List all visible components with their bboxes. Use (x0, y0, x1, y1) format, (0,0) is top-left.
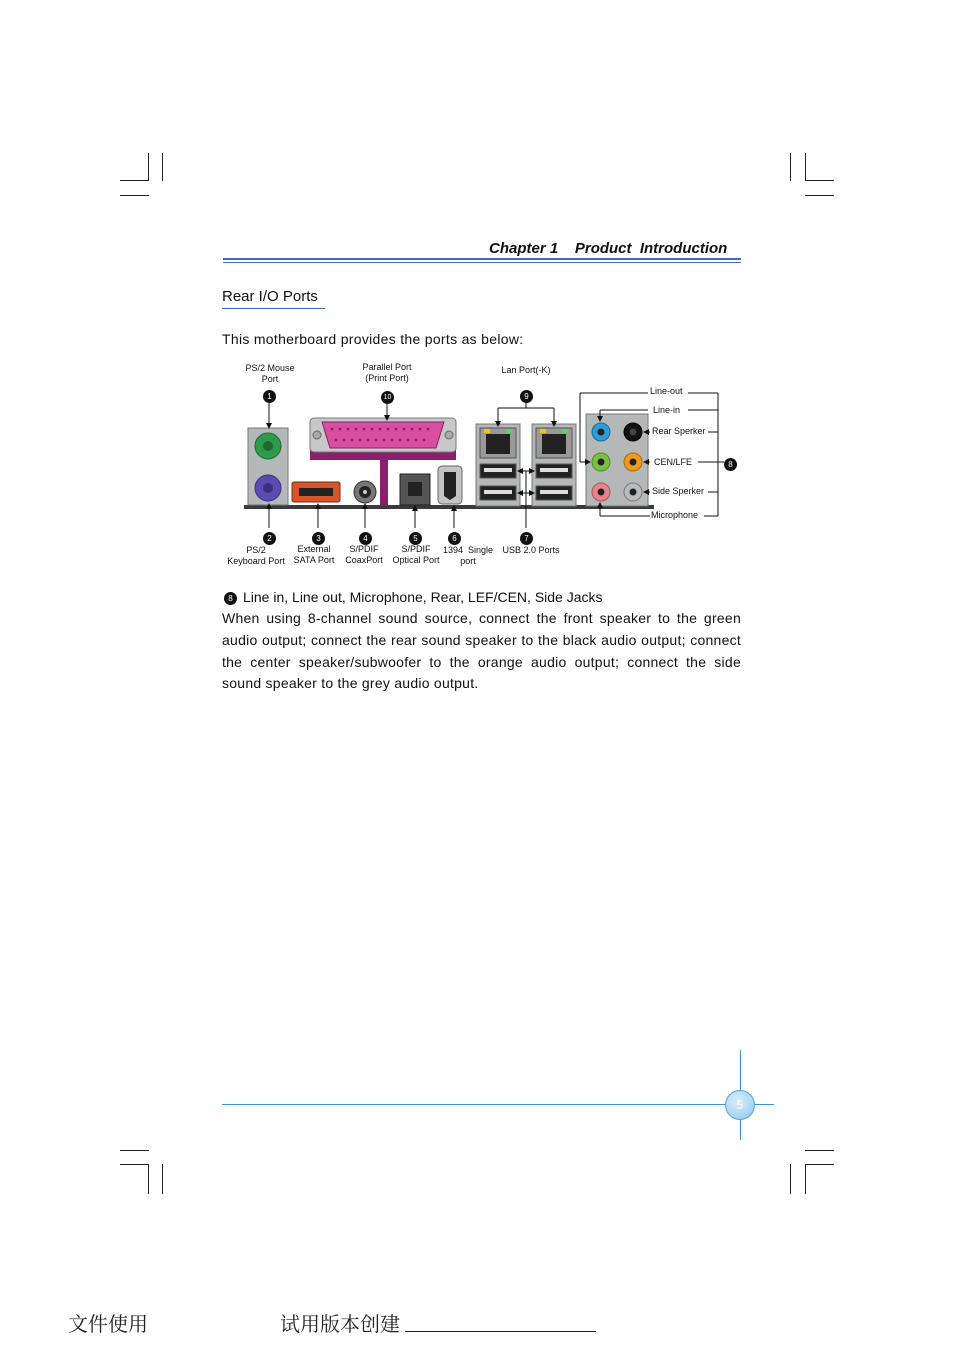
callout-10: 10 (381, 387, 394, 405)
intro-text: This motherboard provides the ports as below: (222, 331, 524, 347)
label-spdif-coax: S/PDIF CoaxPort (345, 544, 383, 565)
crop-mark (162, 153, 163, 181)
callout-9: 9 (520, 387, 533, 405)
label-ps2-keyboard: PS/2 Keyboard Port (227, 545, 285, 566)
crop-mark (805, 195, 834, 196)
item-8-badge: 8 (224, 592, 237, 605)
parallel-board-accent (380, 458, 388, 506)
crop-mark (148, 153, 149, 181)
callout-8: 8 (724, 455, 737, 473)
footer-rule (222, 1104, 774, 1105)
label-ps2-mouse: PS/2 Mouse Port (245, 363, 295, 384)
callout-4: 4 (359, 529, 372, 547)
callout-2: 2 (263, 529, 276, 547)
label-line-in: Line-in (653, 405, 681, 415)
callout-1: 1 (263, 387, 276, 405)
label-line-out: Line-out (650, 386, 683, 396)
header-rule (223, 258, 741, 260)
section-title: Rear I/O Ports (222, 288, 318, 305)
crop-mark (120, 195, 149, 196)
crop-mark (790, 153, 791, 181)
callout-5: 5 (409, 529, 422, 547)
watermark-left: 文件使用 (68, 1312, 148, 1336)
crop-mark (805, 180, 834, 181)
callout-7: 7 (520, 529, 533, 547)
section-title-underline (222, 308, 325, 309)
crop-mark (805, 1164, 834, 1165)
crop-mark (805, 153, 806, 181)
audio-description-paragraph: When using 8-channel sound source, connect the front speaker to the green audio output; connect the rear sound speaker to the black audio output; connect the center speaker/subwoofer to the orange audio output; connect the side sound speaker to the grey audio output. (222, 610, 741, 692)
label-external-sata: External SATA Port (293, 544, 335, 565)
label-ieee1394: 1394 Single port (442, 545, 494, 566)
crop-mark (148, 1164, 149, 1194)
label-microphone: Microphone (651, 510, 699, 520)
callout-6: 6 (448, 529, 461, 547)
watermark-underline (405, 1331, 596, 1332)
crop-mark (790, 1164, 791, 1194)
crop-mark (162, 1164, 163, 1194)
crop-mark (120, 1150, 149, 1151)
parallel-port (322, 422, 444, 448)
crop-mark (120, 180, 149, 181)
callout-3: 3 (312, 529, 325, 547)
crop-mark (120, 1164, 149, 1165)
crop-mark (805, 1150, 834, 1151)
label-lan-port: Lan Port(-K) (501, 365, 551, 375)
header-rule (223, 262, 741, 263)
label-parallel-port: Parallel Port (Print Port) (362, 362, 412, 383)
watermark-right: 试用版本创建 (280, 1312, 400, 1336)
label-rear-speaker: Rear Sperker (652, 426, 706, 436)
label-spdif-optical: S/PDIF Optical Port (392, 544, 440, 565)
item-8-title: Line in, Line out, Microphone, Rear, LEF/CEN, Side Jacks (243, 589, 603, 605)
item-8-heading (224, 589, 603, 605)
label-side-speaker: Side Sperker (652, 486, 705, 496)
crop-mark (805, 1164, 806, 1194)
label-cen-lfe: CEN/LFE (654, 457, 693, 467)
rear-io-diagram (222, 358, 752, 573)
chapter-header: Chapter 1 Product Introduction (489, 240, 728, 257)
page-number: 5 (725, 1090, 755, 1120)
label-usb: USB 2.0 Ports (502, 545, 560, 555)
